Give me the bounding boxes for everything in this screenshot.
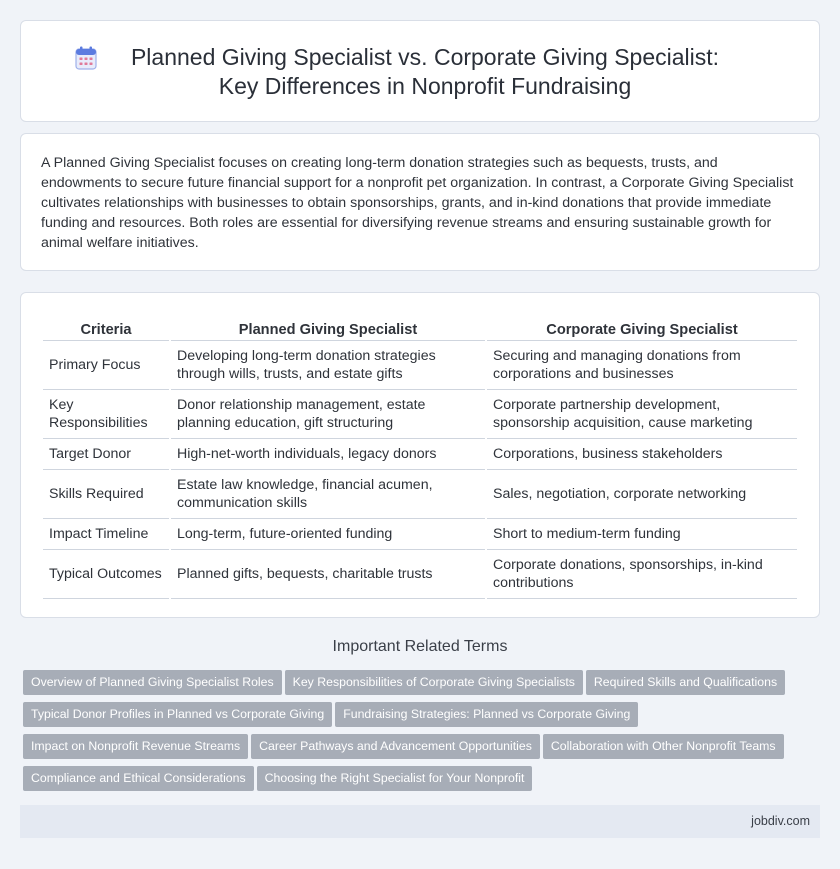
table-row — [43, 550, 797, 599]
column-header-planned: Planned Giving Specialist — [171, 313, 485, 341]
page-title: Planned Giving Specialist vs. Corporate Giving Specialist: Key Differences in Nonprofit Fundraising — [130, 44, 720, 99]
related-term-tag[interactable]: Overview of Planned Giving Specialist Roles — [23, 670, 282, 695]
table-row — [43, 439, 797, 470]
table-cell: Target Donor — [43, 439, 169, 470]
table-cell: Impact Timeline — [43, 519, 169, 550]
table-row — [43, 519, 797, 550]
column-header-criteria: Criteria — [43, 313, 169, 341]
table-row — [43, 341, 797, 390]
related-term-tag[interactable]: Required Skills and Qualifications — [586, 670, 785, 695]
table-cell: Donor relationship management, estate planning education, gift structuring — [171, 390, 485, 439]
table-cell: Developing long-term donation strategies through wills, trusts, and estate gifts — [171, 341, 485, 390]
table-cell: Long-term, future-oriented funding — [171, 519, 485, 550]
table-cell: Key Responsibilities — [43, 390, 169, 439]
intro-paragraph: A Planned Giving Specialist focuses on creating long-term donation strategies such as bequests, trusts, and endowments to secure future financial support for a nonprofit pet organization. In contrast, a Corporate Giving Specialist cultivates relationships with businesses to obtain sponsorships, grants, and in-kind donations that provide immediate funding and resources. Both roles are essential for diversifying revenue streams and ensuring sustainable growth for animal welfare initiatives. — [41, 155, 794, 251]
intro-card — [20, 133, 820, 271]
related-term-tag[interactable]: Impact on Nonprofit Revenue Streams — [23, 734, 248, 759]
related-term-tag[interactable]: Compliance and Ethical Considerations — [23, 766, 254, 791]
table-cell: High-net-worth individuals, legacy donors — [171, 439, 485, 470]
table-cell: Corporate partnership development, sponsorship acquisition, cause marketing — [487, 390, 797, 439]
table-cell: Corporate donations, sponsorships, in-kind contributions — [487, 550, 797, 599]
table-cell: Skills Required — [43, 470, 169, 519]
table-header-row — [43, 313, 797, 341]
related-terms-heading: Important Related Terms — [332, 638, 508, 655]
related-term-tag[interactable]: Choosing the Right Specialist for Your Nonprofit — [257, 766, 533, 791]
column-header-corporate: Corporate Giving Specialist — [487, 313, 797, 341]
table-cell: Sales, negotiation, corporate networking — [487, 470, 797, 519]
table-row — [43, 390, 797, 439]
comparison-table — [41, 313, 799, 599]
related-term-tag[interactable]: Key Responsibilities of Corporate Giving Specialists — [285, 670, 583, 695]
table-cell: Corporations, business stakeholders — [487, 439, 797, 470]
footer-site-link[interactable]: jobdiv.com — [751, 814, 810, 828]
header-card — [20, 20, 820, 122]
related-term-tag[interactable]: Fundraising Strategies: Planned vs Corporate Giving — [335, 702, 638, 727]
table-cell: Planned gifts, bequests, charitable trusts — [171, 550, 485, 599]
table-cell: Typical Outcomes — [43, 550, 169, 599]
related-terms-list — [23, 670, 813, 798]
related-term-tag[interactable]: Career Pathways and Advancement Opportunities — [251, 734, 540, 759]
related-term-tag[interactable]: Typical Donor Profiles in Planned vs Corporate Giving — [23, 702, 332, 727]
comparison-table-card — [20, 292, 820, 618]
table-cell: Short to medium-term funding — [487, 519, 797, 550]
footer — [20, 805, 820, 838]
related-term-tag[interactable]: Collaboration with Other Nonprofit Teams — [543, 734, 784, 759]
table-cell: Primary Focus — [43, 341, 169, 390]
table-row — [43, 470, 797, 519]
table-cell: Estate law knowledge, financial acumen, communication skills — [171, 470, 485, 519]
table-cell: Securing and managing donations from corporations and businesses — [487, 341, 797, 390]
